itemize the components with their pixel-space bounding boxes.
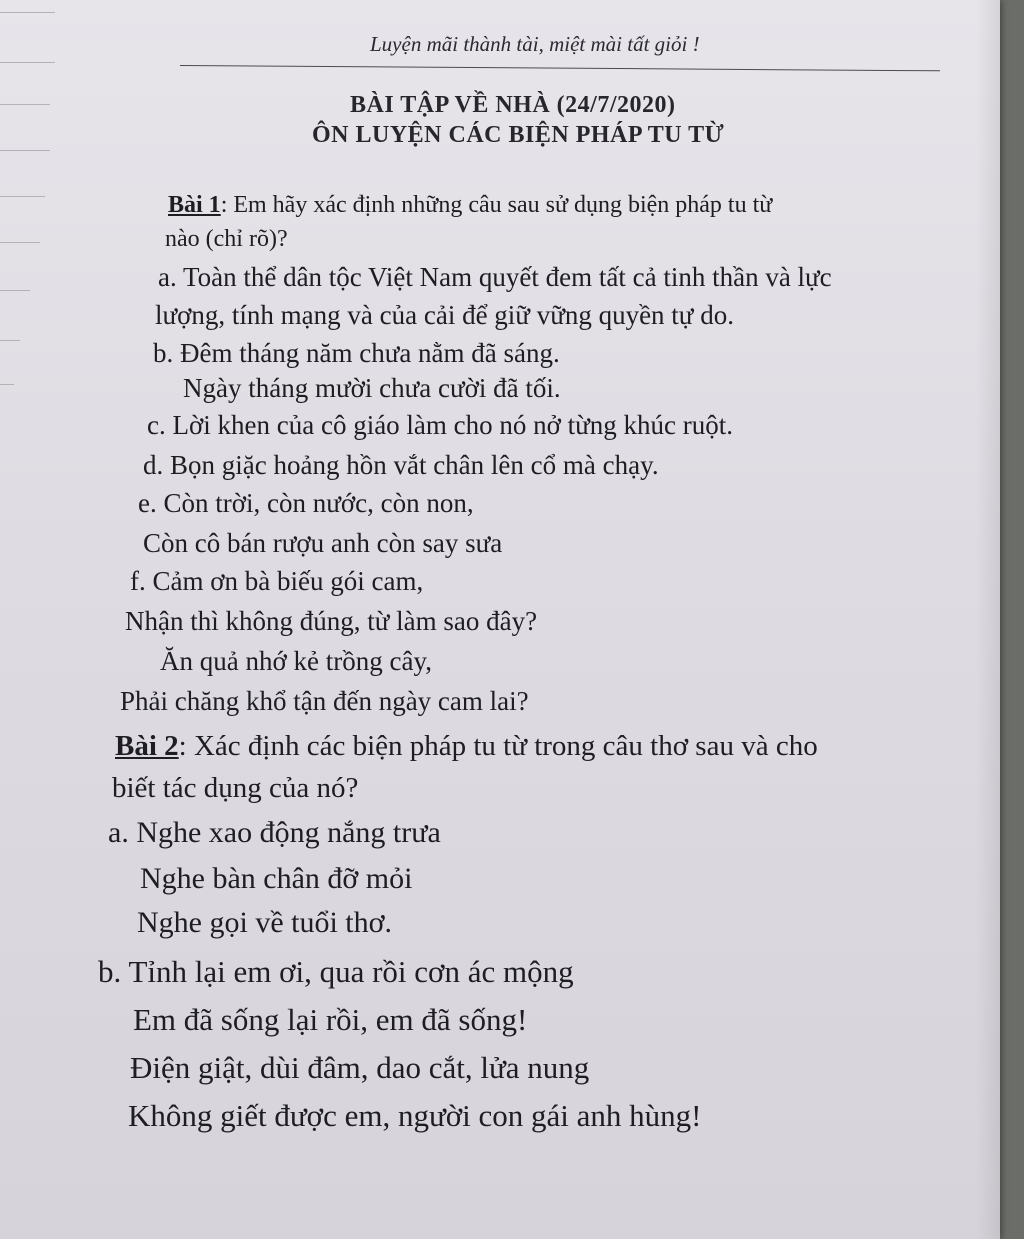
margin-line xyxy=(0,340,20,341)
margin-line xyxy=(0,196,45,197)
margin-line xyxy=(0,242,40,243)
bai2-item-a-line1: a. Nghe xao động nắng trưa xyxy=(108,816,441,849)
margin-line xyxy=(0,150,50,151)
bai1-item-b-line1: b. Đêm tháng năm chưa nằm đã sáng. xyxy=(153,338,560,368)
bai1-item-f-line2: Nhận thì không đúng, từ làm sao đây? xyxy=(125,606,538,636)
bai1-item-f-line1: f. Cảm ơn bà biếu gói cam, xyxy=(130,566,424,596)
margin-line xyxy=(0,290,30,291)
bai1-item-a-line2: lượng, tính mạng và của cải để giữ vững quyền tự do. xyxy=(155,300,734,330)
bai1-question-line2: nào (chỉ rõ)? xyxy=(165,226,288,252)
worksheet-title: BÀI TẬP VỀ NHÀ (24/7/2020) xyxy=(350,92,676,118)
bai1-item-f-line4: Phải chăng khổ tận đến ngày cam lai? xyxy=(120,686,529,716)
bai1-question: : Em hãy xác định những câu sau sử dụng biện pháp tu từ xyxy=(220,192,773,218)
bai1-item-c: c. Lời khen của cô giáo làm cho nó nở từng khúc ruột. xyxy=(147,410,734,440)
bai1-item-d: d. Bọn giặc hoảng hồn vắt chân lên cổ mà chạy. xyxy=(143,450,659,480)
bai2-question-line1 xyxy=(115,730,818,763)
margin-line xyxy=(0,12,55,13)
bai1-item-e-line2: Còn cô bán rượu anh còn say sưa xyxy=(143,528,503,558)
bai2-question-line2: biết tác dụng của nó? xyxy=(112,772,359,804)
bai2-item-a-line2: Nghe bàn chân đỡ mỏi xyxy=(140,862,413,895)
bai2-item-b-line1: b. Tỉnh lại em ơi, qua rồi cơn ác mộng xyxy=(98,954,574,989)
motto: Luyện mãi thành tài, miệt mài tất giỏi ! xyxy=(370,32,700,56)
bai1-item-a-line1: a. Toàn thể dân tộc Việt Nam quyết đem tất cả tinh thần và lực xyxy=(158,262,832,292)
margin-line xyxy=(0,384,14,385)
bai1-item-e-line1: e. Còn trời, còn nước, còn non, xyxy=(138,488,474,518)
margin-line xyxy=(0,62,55,63)
bai1-label: Bài 1 xyxy=(168,192,221,218)
bai2-item-a-line3: Nghe gọi về tuổi thơ. xyxy=(137,906,392,939)
bai1-question-line1 xyxy=(168,192,772,219)
bai2-item-b-line3: Điện giật, dùi đâm, dao cắt, lửa nung xyxy=(130,1050,590,1085)
bai2-item-b-line2: Em đã sống lại rồi, em đã sống! xyxy=(133,1002,528,1037)
bai1-item-f-line3: Ăn quả nhớ kẻ trồng cây, xyxy=(160,646,432,676)
page-edge-shadow xyxy=(976,0,1000,1239)
bai2-question: : Xác định các biện pháp tu từ trong câu thơ sau và cho xyxy=(178,730,818,762)
margin-line xyxy=(0,104,50,105)
header-rule xyxy=(180,65,940,71)
bai2-label: Bài 2 xyxy=(115,730,179,762)
worksheet-subtitle: ÔN LUYỆN CÁC BIỆN PHÁP TU TỪ xyxy=(312,122,725,148)
bai2-item-b-line4: Không giết được em, người con gái anh hùng! xyxy=(128,1098,702,1133)
bai1-item-b-line2: Ngày tháng mười chưa cười đã tối. xyxy=(183,373,561,403)
